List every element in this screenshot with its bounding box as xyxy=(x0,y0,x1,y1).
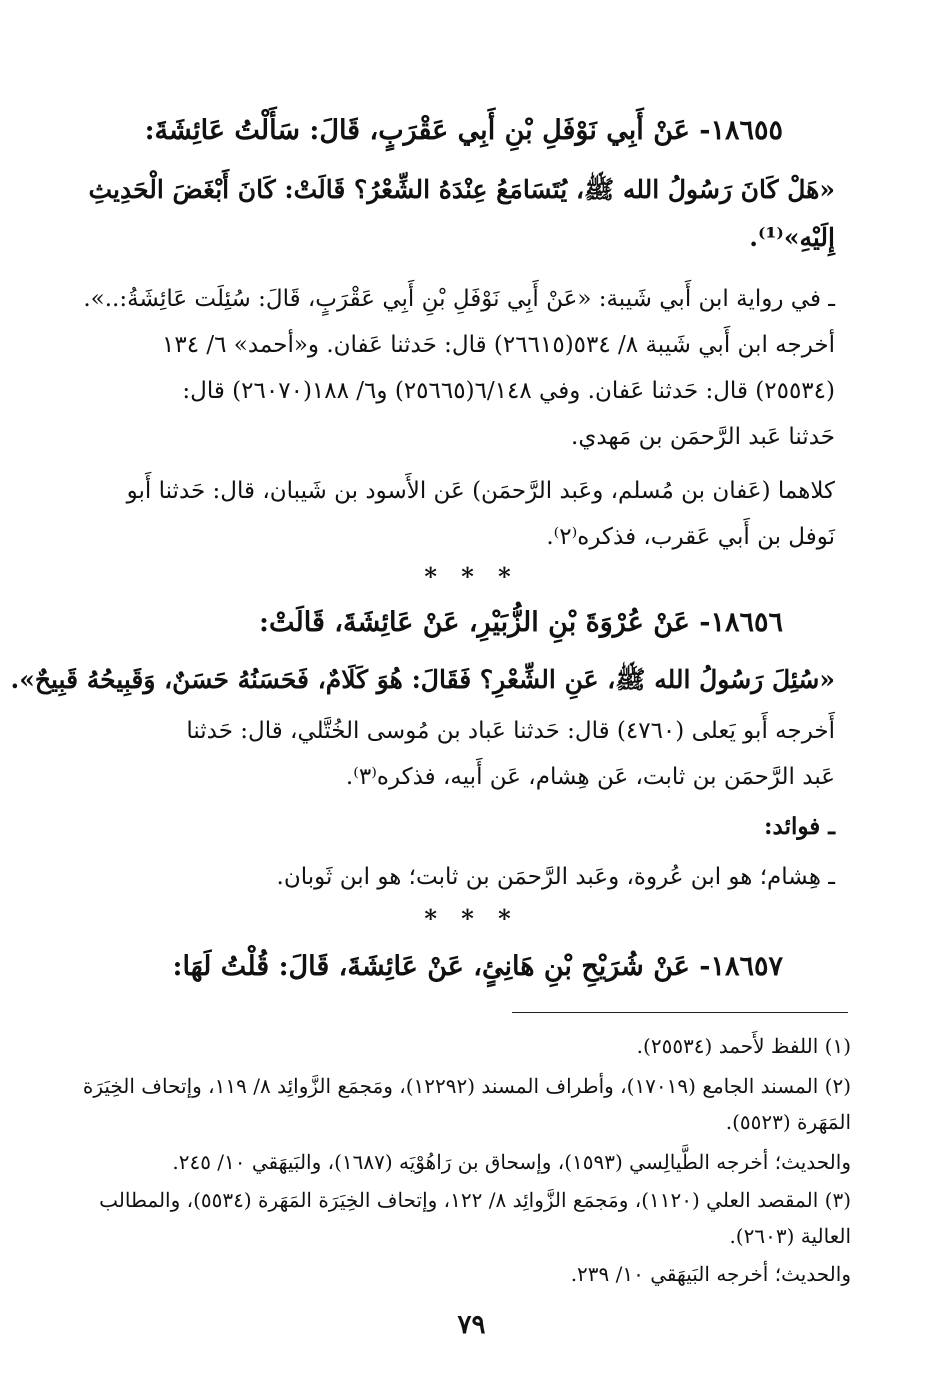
hadith-18655-matn-line1: «هَلْ كَانَ رَسُولُ الله ﷺ، يُتَسَامَعُ عِنْدَهُ الشِّعْرُ؟ قَالَتْ: كَانَ أَبْغَضَ الْحَدِيثِ xyxy=(88,175,835,204)
footnote-1: (١) اللفظ لأَحمد (٢٥٥٣٤). xyxy=(636,1034,851,1058)
section-separator: * * * xyxy=(424,904,519,933)
hadith-18656-takhrij-line2: عَبد الرَّحمَن بن ثابت، عَن هِشام، عَن أَبيه، فذكره⁽٣⁾. xyxy=(345,764,835,790)
hadith-18656-heading: ١٨٦٥٦- عَنْ عُرْوَةَ بْنِ الزُّبَيْرِ، عَنْ عَائِشَةَ، قَالَتْ: xyxy=(259,607,783,638)
footnote-3-line1: (٣) المقصد العلي (١١٢٠)، ومَجمَع الزَّوائِد ٨/ ١٢٢، وإتحاف الخِيَرَة المَهَرة (٥٥٣٤)، والمطالب xyxy=(99,1188,851,1212)
footnote-2-line2: المَهَرة (٥٥٢٣). xyxy=(725,1110,851,1134)
footnote-3-line2: العالية (٢٦٠٣). xyxy=(729,1224,851,1248)
fawaid-title: ـ فوائد: xyxy=(764,813,835,840)
footnote-3-line3: والحديث؛ أخرجه البَيهَقي ١٠/ ٢٣٩. xyxy=(570,1262,851,1286)
hadith-18655-takhrij-line3: حَدثنا عَبد الرَّحمَن بن مَهدي. xyxy=(571,424,835,450)
footnote-2-line3: والحديث؛ أخرجه الطَّيالِسي (١٥٩٣)، وإسحاق بن رَاهُوْيَه (١٦٨٧)، والبَيهَقي ١٠/ ٢٤٥. xyxy=(172,1150,851,1174)
footnote-2-line1: (٢) المسند الجامع (١٧٠١٩)، وأطراف المسند (١٢٢٩٢)، ومَجمَع الزَّوائِد ٨/ ١١٩، وإتحاف الخِيَرَة xyxy=(82,1074,851,1098)
hadith-18655-riwaya: ـ في رواية ابن أَبي شَيبة: «عَنْ أَبِي نَوْفَلِ بْنِ أَبِي عَقْرَبٍ، قَالَ: سُئِلَت عَائِشَةُ:..». xyxy=(83,286,835,312)
section-separator: * * * xyxy=(424,562,519,591)
footnote-separator xyxy=(512,1012,848,1013)
hadith-18655-matn-line2: إِلَيْهِ»⁽¹⁾. xyxy=(749,223,835,252)
hadith-18656-matn: «سُئِلَ رَسُولُ الله ﷺ، عَنِ الشِّعْرِ؟ فَقَالَ: هُوَ كَلَامٌ، فَحَسَنُهُ حَسَنٌ، وَقَبِيحُهُ قَبِيحٌ». xyxy=(10,665,835,694)
fawaid-text: ـ هِشام؛ هو ابن عُروة، وعَبد الرَّحمَن بن ثابت؛ هو ابن ثَوبان. xyxy=(276,864,835,890)
hadith-18656-takhrij-line1: أَخرجه أَبو يَعلى (٤٧٦٠) قال: حَدثنا عَباد بن مُوسى الخُتَّلي، قال: حَدثنا xyxy=(186,718,835,744)
hadith-18655-takhrij-line1: أخرجه ابن أَبي شَيبة ٨/ ٥٣٤(٢٦٦١٥) قال: حَدثنا عَفان. و«أحمد» ٦/ ١٣٤ xyxy=(161,332,835,358)
hadith-18655-takhrij-line2: (٢٥٥٣٤) قال: حَدثنا عَفان. وفي ٦/١٤٨(٢٥٦٦٥) و٦/ ١٨٨(٢٦٠٧٠) قال: xyxy=(182,378,835,404)
hadith-18655-heading: ١٨٦٥٥- عَنْ أَبِي نَوْفَلِ بْنِ أَبِي عَقْرَبٍ، قَالَ: سَأَلْتُ عَائِشَةَ: xyxy=(144,115,783,146)
hadith-18655-kilahuma-line2: نَوفل بن أَبي عَقرب، فذكره⁽٢⁾. xyxy=(546,524,835,550)
hadith-18655-kilahuma-line1: كلاهما (عَفان بن مُسلم، وعَبد الرَّحمَن) عَن الأَسود بن شَيبان، قال: حَدثنا أَبو xyxy=(126,478,835,504)
hadith-18657-heading: ١٨٦٥٧- عَنْ شُرَيْحِ بْنِ هَانِئٍ، عَنْ عَائِشَةَ، قَالَ: قُلْتُ لَهَا: xyxy=(172,951,783,982)
page-number: ٧٩ xyxy=(457,1310,486,1340)
